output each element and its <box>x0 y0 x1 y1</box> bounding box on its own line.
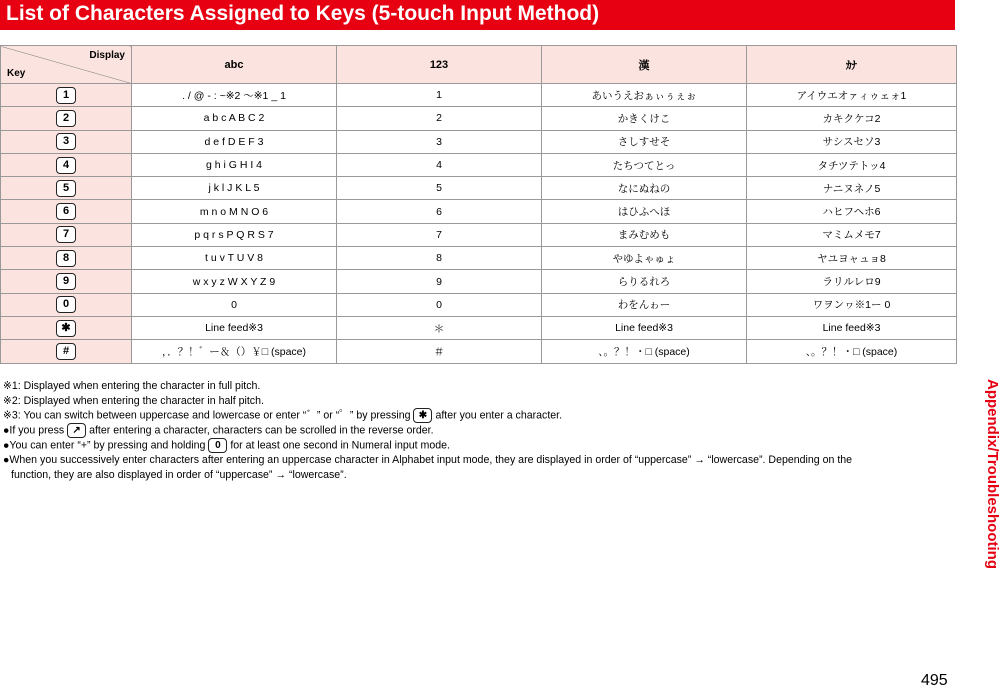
key-4-icon: 4 <box>56 157 76 174</box>
key-7-icon: 7 <box>56 226 76 243</box>
title-bar <box>0 0 955 30</box>
key-cell <box>1 316 132 339</box>
cell-abc: d e f D E F 3 <box>132 130 337 153</box>
cell-abc: a b c A B C 2 <box>132 107 337 130</box>
cell-kana: アイウエオァィゥェォ1 <box>747 84 957 107</box>
cell-123: 1 <box>337 84 542 107</box>
bullet-1-text-end: after entering a character, characters can be scrolled in the reverse order. <box>89 424 434 437</box>
cell-kana: 、。？！・□ (space) <box>747 340 957 363</box>
bullet-1-text-start: ●If you press <box>3 424 65 437</box>
table-row <box>1 270 957 293</box>
cell-abc: w x y z W X Y Z 9 <box>132 270 337 293</box>
key-cell <box>1 153 132 176</box>
table-header-row <box>1 46 957 84</box>
cell-kana: カキクケコ2 <box>747 107 957 130</box>
key-cell <box>1 293 132 316</box>
cell-kana: ナニヌネノ5 <box>747 177 957 200</box>
table-row <box>1 177 957 200</box>
section-side-tab <box>975 375 1004 605</box>
table-row <box>1 316 957 339</box>
cell-abc: ，．？！゛ー＆（）￥□ (space) <box>132 340 337 363</box>
table-row <box>1 84 957 107</box>
cell-kanji: Line feed※3 <box>542 316 747 339</box>
table-row <box>1 293 957 316</box>
footnote-2: ※2: Displayed when entering the character in half pitch. <box>3 394 264 407</box>
cell-kanji: かきくけこ <box>542 107 747 130</box>
cell-abc: j k l J K L 5 <box>132 177 337 200</box>
bullet-2-text-start: ●You can enter “+” by pressing and holding <box>3 439 206 452</box>
cell-123: 7 <box>337 223 542 246</box>
cell-kanji: やゆよゃゅょ <box>542 247 747 270</box>
side-tab-label: Appendix/Troubleshooting <box>984 379 1001 569</box>
key-cell <box>1 223 132 246</box>
key-assignment-table <box>0 45 957 364</box>
cell-abc: m n o M N O 6 <box>132 200 337 223</box>
cell-kana: Line feed※3 <box>747 316 957 339</box>
cell-123: 9 <box>337 270 542 293</box>
table-row <box>1 130 957 153</box>
corner-key-label: Key <box>7 68 26 79</box>
key-6-icon: 6 <box>56 203 76 220</box>
column-header-kana: ｶﾅ <box>747 46 957 84</box>
cell-kanji: はひふへほ <box>542 200 747 223</box>
cell-abc: t u v T U V 8 <box>132 247 337 270</box>
table-corner-cell <box>1 46 132 84</box>
table-row <box>1 200 957 223</box>
cell-kanji: たちつてとっ <box>542 153 747 176</box>
table-row <box>1 223 957 246</box>
cell-123: 4 <box>337 153 542 176</box>
cell-abc: g h i G H I 4 <box>132 153 337 176</box>
page-number: 495 <box>921 672 948 689</box>
notes-section <box>3 379 958 482</box>
cell-123: 2 <box>337 107 542 130</box>
cell-kanji: まみむめも <box>542 223 747 246</box>
bullet-2-text-end: for at least one second in Numeral input mode. <box>230 439 450 452</box>
cell-abc: Line feed※3 <box>132 316 337 339</box>
bullet-note-plus-entry <box>3 438 958 453</box>
footnote-3 <box>3 408 958 423</box>
key-hash-icon: # <box>56 343 76 360</box>
cell-kanji: らりるれろ <box>542 270 747 293</box>
bullet-note-case-order-continued: function, they are also displayed in order of “uppercase” → “lowercase”. <box>11 468 347 481</box>
cell-kana: マミムメモ7 <box>747 223 957 246</box>
cell-abc: . / @ - : ~※2 ～※1 _ 1 <box>132 84 337 107</box>
column-header-kanji: 漢 <box>542 46 747 84</box>
bullet-note-case-order: ●When you successively enter characters after entering an uppercase character in Alphabet input mode, they are displayed in order of “uppercase” → “lowercase”. Depending on the <box>3 454 853 467</box>
page-title: List of Characters Assigned to Keys (5-touch Input Method) <box>6 2 600 25</box>
cell-123: 5 <box>337 177 542 200</box>
key-cell <box>1 84 132 107</box>
column-header-123: 123 <box>337 46 542 84</box>
table-row <box>1 340 957 363</box>
key-3-icon: 3 <box>56 133 76 150</box>
corner-display-label: Display <box>89 50 125 61</box>
cell-abc: 0 <box>132 293 337 316</box>
table-row <box>1 107 957 130</box>
cell-kana: サシスセソ3 <box>747 130 957 153</box>
bullet-note-reverse-scroll <box>3 423 958 438</box>
cell-kanji: 、。？！・□ (space) <box>542 340 747 363</box>
cell-kana: ヤユヨャュョ8 <box>747 247 957 270</box>
zero-key-icon: 0 <box>208 438 227 453</box>
cell-123: 0 <box>337 293 542 316</box>
column-header-abc: abc <box>132 46 337 84</box>
cell-123: ＊ <box>337 316 542 339</box>
cell-123: 8 <box>337 247 542 270</box>
key-cell <box>1 270 132 293</box>
key-cell <box>1 107 132 130</box>
key-cell <box>1 340 132 363</box>
table-row <box>1 153 957 176</box>
footnote-1: ※1: Displayed when entering the character in full pitch. <box>3 380 261 392</box>
key-cell <box>1 177 132 200</box>
key-asterisk-icon: ✱ <box>56 320 76 337</box>
key-8-icon: 8 <box>56 250 76 267</box>
footnote-3-text-start: ※3: You can switch between uppercase and lowercase or enter “゛” or “゜” by pressing <box>3 409 411 422</box>
cell-kana: ワヲンヮ※1ー 0 <box>747 293 957 316</box>
footnote-3-text-end: after you enter a character. <box>435 409 563 422</box>
clear-key-icon: ↗ <box>67 423 86 438</box>
key-2-icon: 2 <box>56 110 76 127</box>
key-cell <box>1 130 132 153</box>
cell-kana: ハヒフヘホ6 <box>747 200 957 223</box>
table-row <box>1 247 957 270</box>
key-1-icon: 1 <box>56 87 76 104</box>
cell-kanji: なにぬねの <box>542 177 747 200</box>
key-cell <box>1 247 132 270</box>
cell-abc: p q r s P Q R S 7 <box>132 223 337 246</box>
key-0-icon: 0 <box>56 296 76 313</box>
asterisk-key-icon: ✱ <box>413 408 432 423</box>
cell-123: 6 <box>337 200 542 223</box>
key-5-icon: 5 <box>56 180 76 197</box>
cell-kanji: あいうえおぁぃぅぇぉ <box>542 84 747 107</box>
cell-kana: タチツテトッ4 <box>747 153 957 176</box>
key-cell <box>1 200 132 223</box>
cell-123: 3 <box>337 130 542 153</box>
cell-kana: ラリルレロ9 <box>747 270 957 293</box>
cell-kanji: わをんゎー <box>542 293 747 316</box>
key-9-icon: 9 <box>56 273 76 290</box>
cell-kanji: さしすせそ <box>542 130 747 153</box>
cell-123: ＃ <box>337 340 542 363</box>
